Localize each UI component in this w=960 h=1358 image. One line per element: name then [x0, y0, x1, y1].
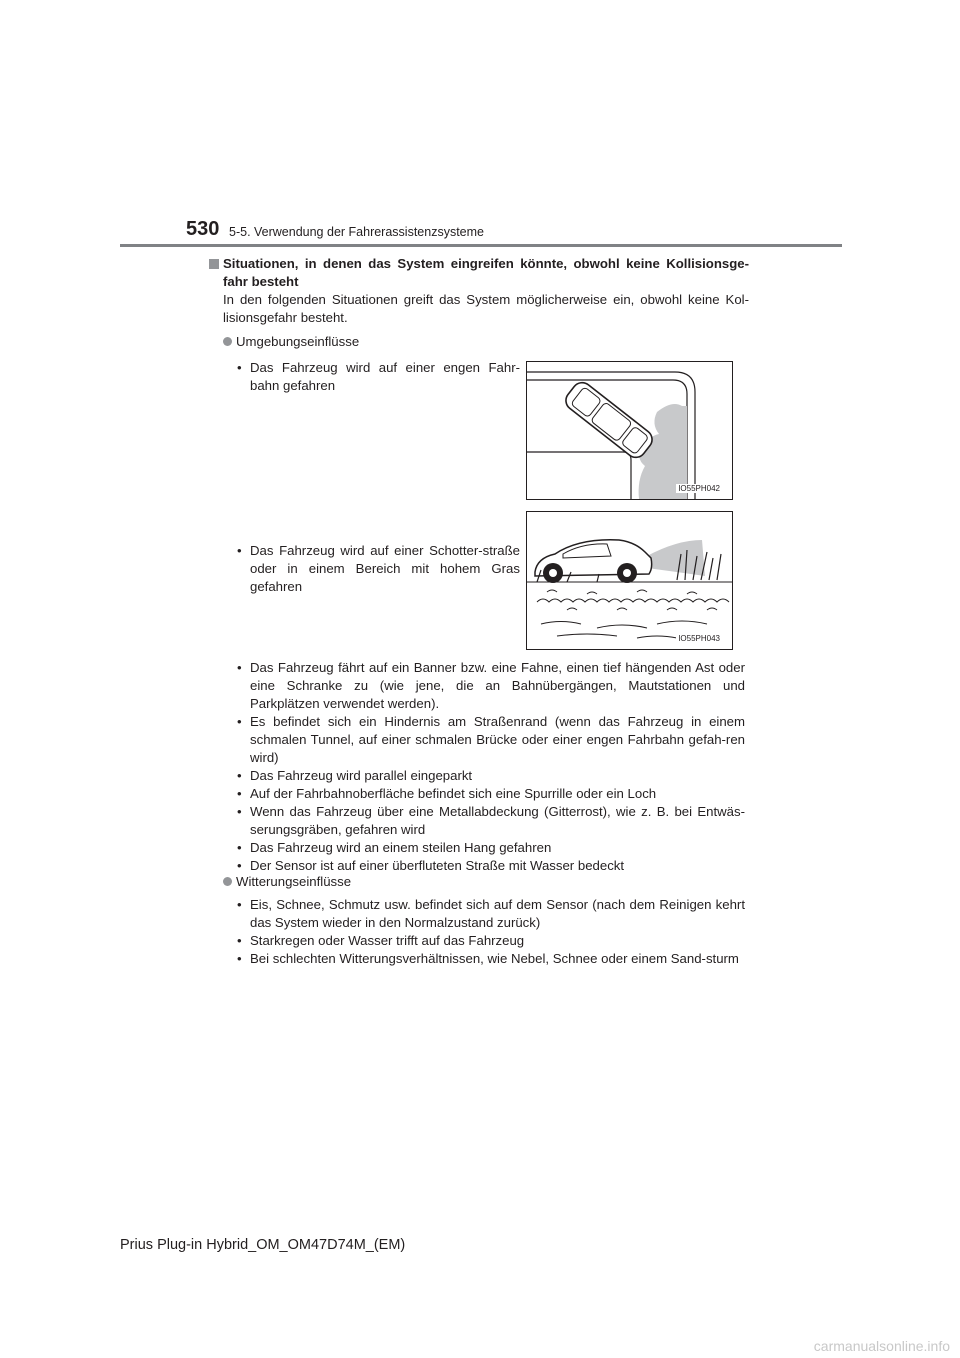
list-item: • Starkregen oder Wasser trifft auf das Fahrzeug	[233, 932, 745, 950]
header-rule	[120, 244, 842, 247]
circle-bullet-icon	[223, 877, 232, 886]
list-item: • Das Fahrzeug wird auf einer engen Fahr-bahn gefahren	[233, 359, 520, 395]
environment-heading-text: Umgebungseinflüsse	[236, 334, 360, 349]
weather-heading	[223, 873, 351, 891]
weather-heading-text: Witterungseinflüsse	[236, 874, 352, 889]
list-item: • Es befindet sich ein Hindernis am Straßenrand (wenn das Fahrzeug in einem schmalen Tunnel, auf einer schmalen Brücke oder einer engen Fahrbahn gefah-ren wird)	[233, 713, 745, 767]
footer-manual-id: Prius Plug-in Hybrid_OM_OM47D74M_(EM)	[120, 1237, 406, 1253]
list-item: • Auf der Fahrbahnoberfläche befindet sich eine Spurrille oder ein Loch	[233, 785, 745, 803]
watermark: carmanualsonline.info	[813, 1338, 950, 1354]
circle-bullet-icon	[223, 337, 232, 346]
running-header: 5-5. Verwendung der Fahrerassistenzsysteme	[229, 225, 484, 239]
list-item: • Bei schlechten Witterungsverhältnissen, wie Nebel, Schnee oder einem Sand-sturm	[233, 950, 745, 968]
list-item: • Das Fahrzeug fährt auf ein Banner bzw. eine Fahne, einen tief hängenden Ast oder eine Schranke zu (wie jene, die an Bahnübergängen, Mautstationen und Parkplätzen verwendet werden).	[233, 659, 745, 713]
list-item: • Wenn das Fahrzeug über eine Metallabdeckung (Gitterrost), wie z. B. bei Entwäs-serungsgräben, gefahren wird	[233, 803, 745, 839]
intro-paragraph: In den folgenden Situationen greift das System möglicherweise ein, obwohl keine Kol-lisionsgefahr besteht.	[223, 292, 749, 325]
list-item: • Das Fahrzeug wird parallel eingeparkt	[233, 767, 745, 785]
figure-id: IO55PH043	[678, 634, 720, 643]
figure-id: IO55PH042	[678, 484, 720, 493]
gravel-road-figure	[526, 511, 733, 650]
list-item: • Das Fahrzeug wird auf einer Schotter-straße oder in einem Bereich mit hohem Gras gefahren	[233, 542, 520, 596]
narrow-lane-illustration	[527, 362, 732, 499]
list-item: • Eis, Schnee, Schmutz usw. befindet sich auf dem Sensor (nach dem Reinigen kehrt das System wieder in den Normalzustand zurück)	[233, 896, 745, 932]
narrow-lane-figure	[526, 361, 733, 500]
square-bullet-icon	[209, 259, 219, 269]
page-number: 530	[186, 218, 220, 240]
gravel-road-illustration	[527, 512, 732, 649]
weather-list	[233, 896, 745, 968]
section-heading	[209, 255, 749, 291]
list-item: • Der Sensor ist auf einer überfluteten Straße mit Wasser bedeckt	[233, 857, 745, 875]
environment-list	[233, 659, 745, 875]
section-heading-text: Situationen, in denen das System eingreifen könnte, obwohl keine Kollisionsge-fahr besteht	[223, 256, 749, 289]
list-item: • Das Fahrzeug wird an einem steilen Hang gefahren	[233, 839, 745, 857]
environment-heading	[223, 333, 359, 351]
